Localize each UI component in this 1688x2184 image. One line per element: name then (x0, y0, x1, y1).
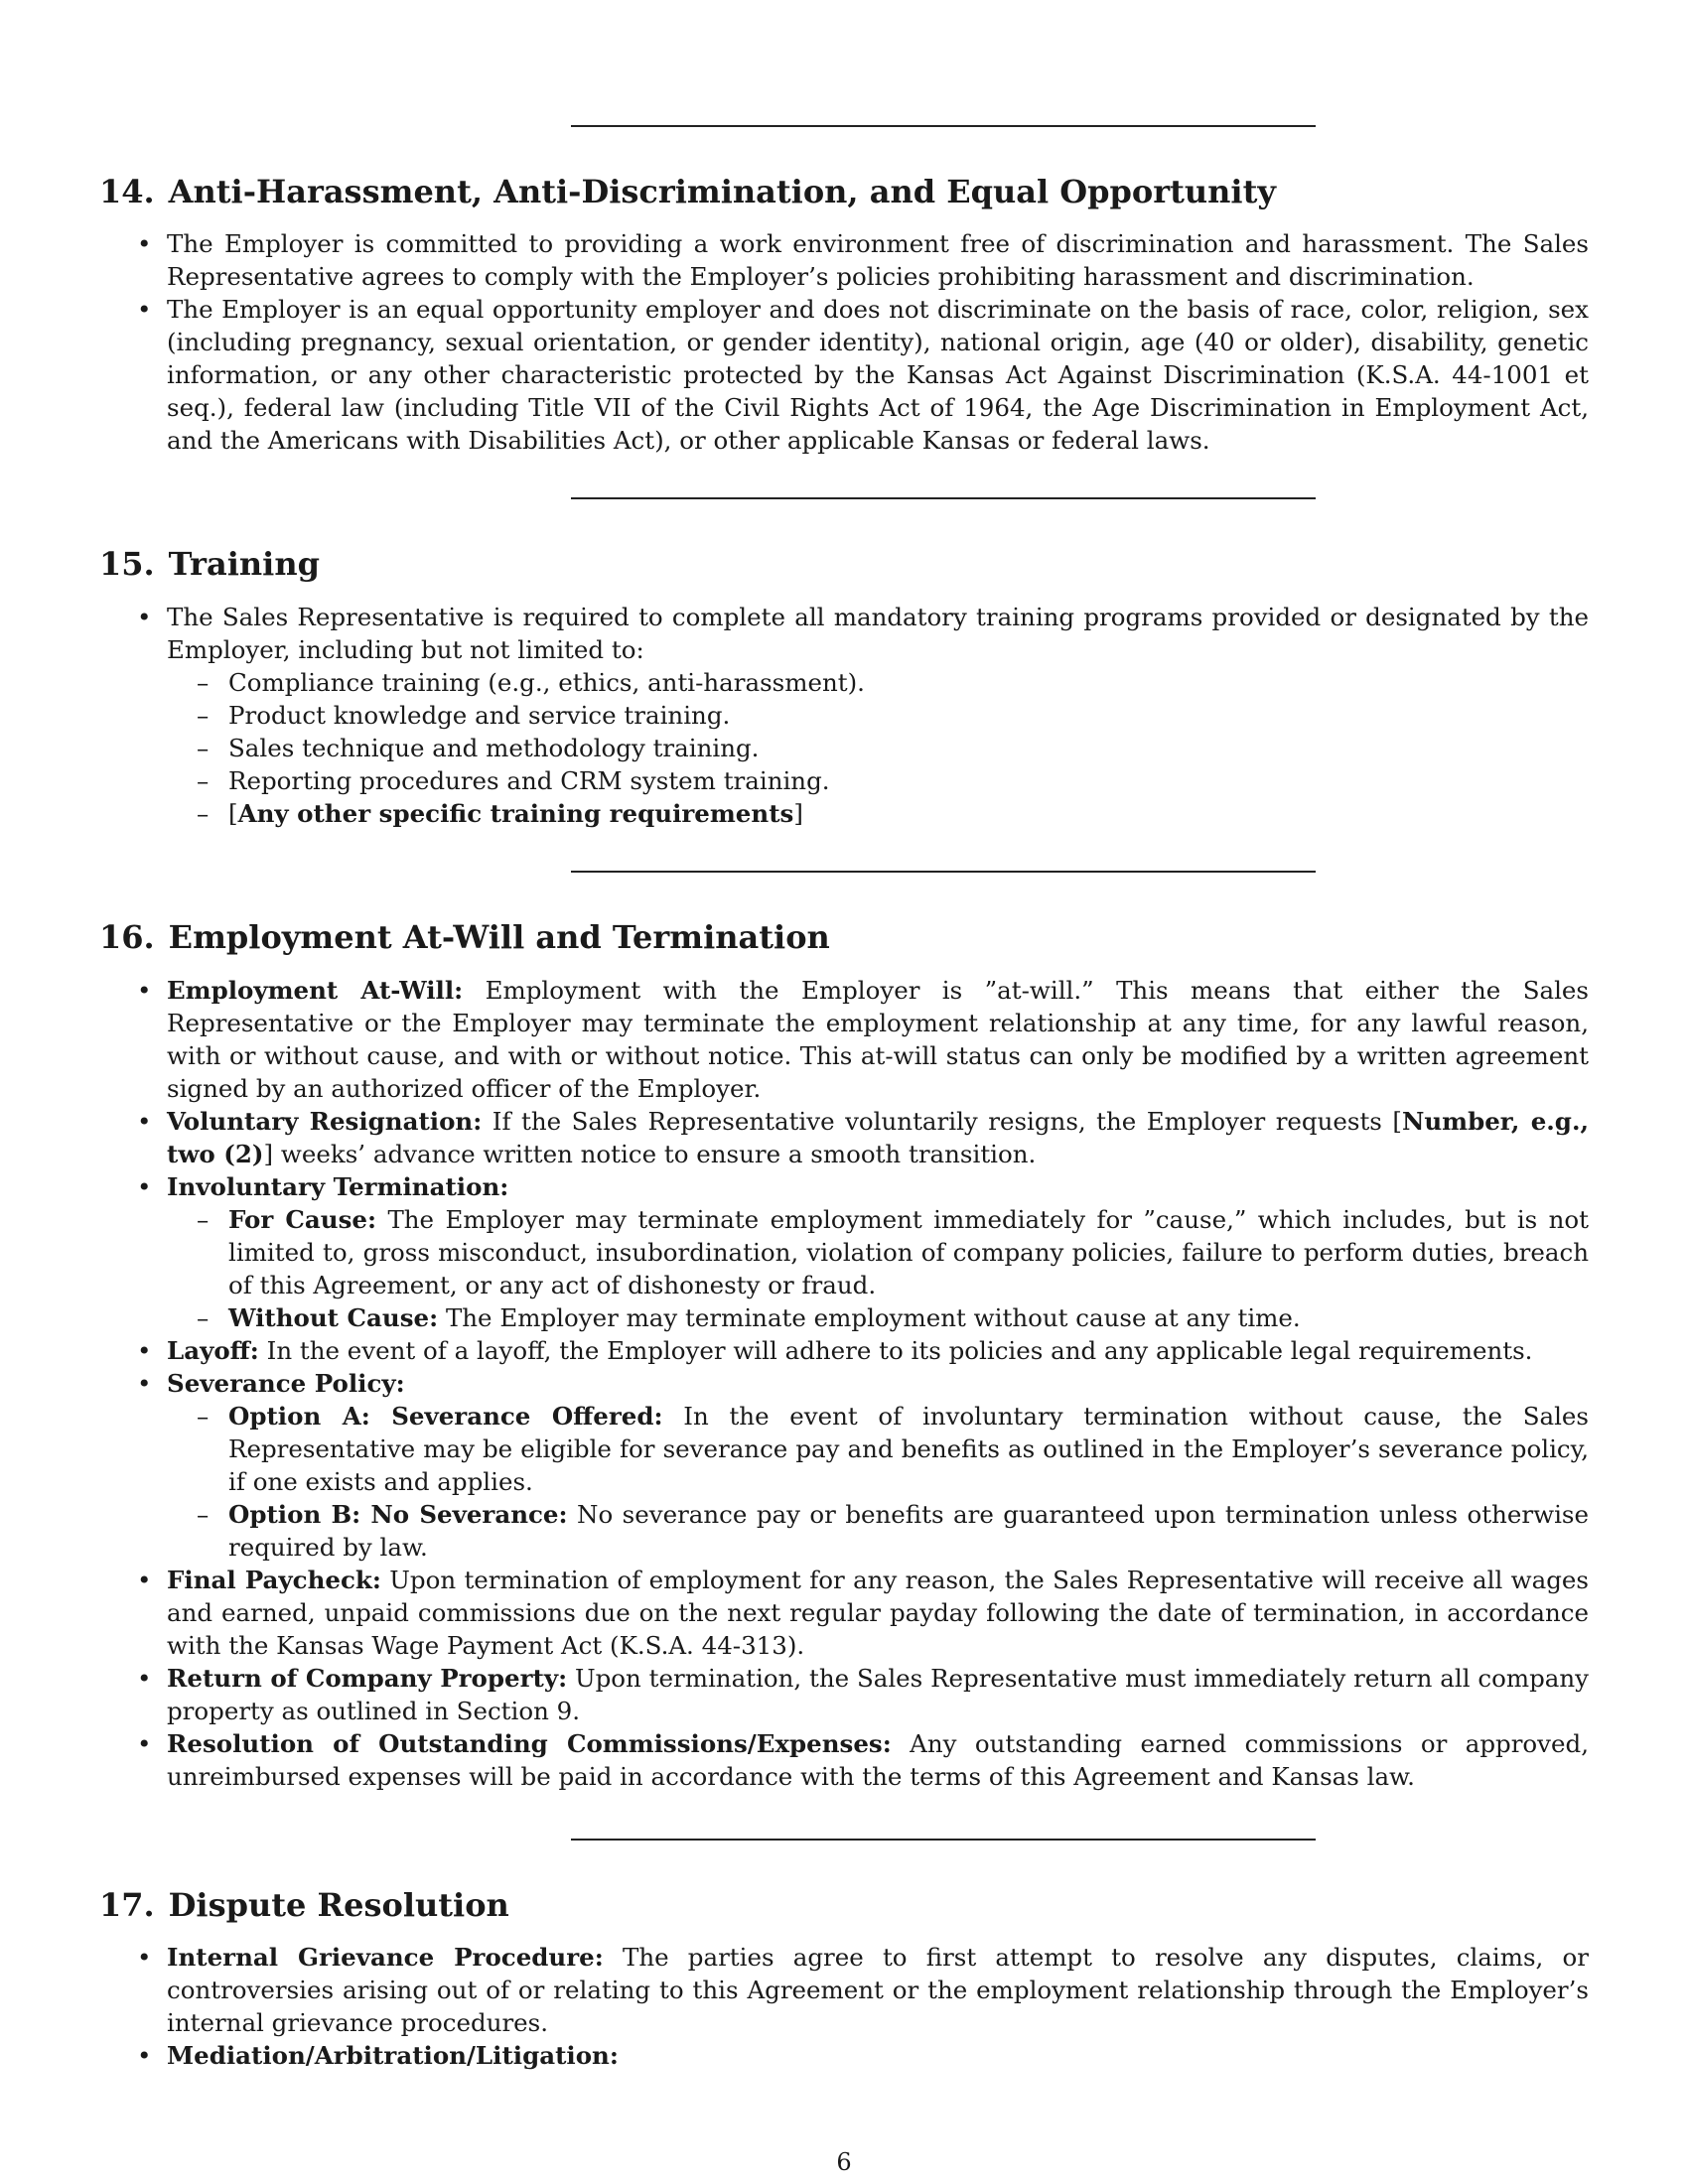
section-title: Anti-Harassment, Anti-Discrimination, and Equal Opportunity (168, 173, 1276, 210)
item-text: weeks’ advance written notice to ensure a smooth transition. (280, 1140, 1037, 1168)
section-divider (571, 497, 1316, 499)
list-item (99, 1564, 1589, 1662)
item-text: The parties agree to first attempt to resolve any disputes, claims, or controversies arising out of or relating to this Agreement or the employment relationship through the Employer’s internal grievance procedures. (167, 1943, 1589, 2037)
list-item (99, 1662, 1589, 1727)
section-17-list (99, 1941, 1589, 2072)
item-label: Layoff: (167, 1336, 259, 1365)
item-label: Severance Policy: (167, 1369, 405, 1398)
item-text: No severance pay or benefits are guaranteed upon termination unless otherwise required by law. (228, 1500, 1589, 1562)
sub-list-item (167, 1203, 1589, 1301)
section-divider (571, 871, 1316, 873)
section-16-list (99, 974, 1589, 1793)
involuntary-sublist (167, 1203, 1589, 1334)
item-text: Employment with the Employer is ”at-will.” This means that either the Sales Representative or the Employer may terminate the employment relationship at any time, for any lawful reason, with or without cause, and with or without notice. This at-will status can only be modified by a written agreement signed by an authorized officer of the Employer. (167, 976, 1590, 1103)
item-label: Return of Company Property: (167, 1664, 568, 1693)
section-title: Employment At-Will and Termination (168, 918, 830, 956)
section-divider (571, 125, 1316, 127)
section-15-list (99, 601, 1589, 830)
list-item (99, 1727, 1589, 1793)
item-text: In the event of involuntary termination without cause, the Sales Representative may be eligible for severance pay and benefits as outlined in the Employer’s severance policy, if one exists and applies. (228, 1402, 1589, 1496)
list-item (99, 1105, 1589, 1170)
item-label: Option B: No Severance: (228, 1500, 568, 1529)
item-text: The Employer may terminate employment immediately for ”cause,” which includes, but is not limited to, gross misconduct, insubordination, violation of company policies, failure to perform duties, breach of this Agreement, or any act of dishonesty or fraud. (228, 1205, 1589, 1299)
item-label: Mediation/Arbitration/Litigation: (167, 2041, 619, 2070)
section-divider (571, 1839, 1316, 1841)
item-label: Voluntary Resignation: (167, 1107, 483, 1136)
list-item (99, 1334, 1589, 1367)
list-item (99, 974, 1589, 1105)
sub-list-item (167, 797, 1589, 830)
section-number: 15. (99, 545, 155, 583)
section-number: 14. (99, 173, 155, 210)
sub-list-item (167, 1498, 1589, 1564)
sub-list-item: – Compliance training (e.g., ethics, anti-harassment). (167, 666, 1589, 699)
section-heading-16 (99, 917, 830, 957)
training-sublist (167, 666, 1589, 830)
item-label: Without Cause: (228, 1303, 439, 1332)
item-label: Internal Grievance Procedure: (167, 1943, 604, 1972)
item-text: Upon termination, the Sales Representative must immediately return all company property as outlined in Section 9. (167, 1664, 1590, 1725)
section-heading-14 (99, 172, 1276, 211)
sub-list-item: – Reporting procedures and CRM system training. (167, 764, 1589, 797)
list-item: • The Employer is committed to providing a work environment free of discrimination and harassment. The Sales Representative agrees to comply with the Employer’s policies prohibiting harassment and discrimination. (99, 227, 1589, 293)
list-item (99, 601, 1589, 830)
item-label: Final Paycheck: (167, 1566, 381, 1594)
section-number: 17. (99, 1886, 155, 1924)
item-label: Involuntary Termination: (167, 1172, 509, 1201)
bracket-close: ] (263, 1140, 274, 1168)
section-heading-15 (99, 544, 320, 584)
item-label: For Cause: (228, 1205, 377, 1234)
item-label: Option A: Severance Offered: (228, 1402, 663, 1431)
item-text: The Employer may terminate employment without cause at any time. (445, 1303, 1301, 1332)
sub-list-item (167, 1301, 1589, 1334)
section-heading-17 (99, 1885, 509, 1925)
list-item (99, 2039, 1589, 2072)
item-text: In the event of a layoff, the Employer will adhere to its policies and any applicable legal requirements. (266, 1336, 1533, 1365)
list-item (99, 1170, 1589, 1334)
item-text: If the Sales Representative voluntarily resigns, the Employer requests (492, 1107, 1382, 1136)
section-title: Dispute Resolution (168, 1886, 509, 1924)
item-label: Employment At-Will: (167, 976, 464, 1005)
item-text: Upon termination of employment for any reason, the Sales Representative will receive all wages and earned, unpaid commissions due on the next regular payday following the date of termination, in accordance with the Kansas Wage Payment Act (K.S.A. 44-313). (167, 1566, 1589, 1660)
sub-list-item (167, 1400, 1589, 1498)
sub-list-item: – Sales technique and methodology training. (167, 732, 1589, 764)
training-intro: The Sales Representative is required to complete all mandatory training programs provided or designated by the Employer, including but not limited to: (167, 603, 1589, 664)
sub-list-item: – Product knowledge and service training. (167, 699, 1589, 732)
list-item (99, 1367, 1589, 1564)
bracket-close: ] (793, 799, 803, 828)
section-title: Training (168, 545, 320, 583)
page-number: 6 (836, 2148, 852, 2176)
section-number: 16. (99, 918, 155, 956)
item-text: Any outstanding earned commissions or approved, unreimbursed expenses will be paid in accordance with the terms of this Agreement and Kansas law. (167, 1729, 1589, 1791)
placeholder-text: Number, e.g., two (2) (167, 1107, 1589, 1168)
bracket-open: [ (1392, 1107, 1402, 1136)
placeholder-text: Any other specific training requirements (237, 799, 794, 828)
list-item: • The Employer is an equal opportunity employer and does not discriminate on the basis of race, color, religion, sex (including pregnancy, sexual orientation, or gender identity), national origin, age (40 or older), disability, genetic information, or any other characteristic protected by the Kansas Act Against Discrimination (K.S.A. 44-1001 et seq.), federal law (including Title VII of the Civil Rights Act of 1964, the Age Discrimination in Employment Act, and the Americans with Disabilities Act), or other applicable Kansas or federal laws. (99, 293, 1589, 457)
severance-sublist (167, 1400, 1589, 1564)
list-item (99, 1941, 1589, 2039)
section-14-list (99, 227, 1589, 457)
item-label: Resolution of Outstanding Commissions/Expenses: (167, 1729, 892, 1758)
bracket-open: [ (228, 799, 238, 828)
